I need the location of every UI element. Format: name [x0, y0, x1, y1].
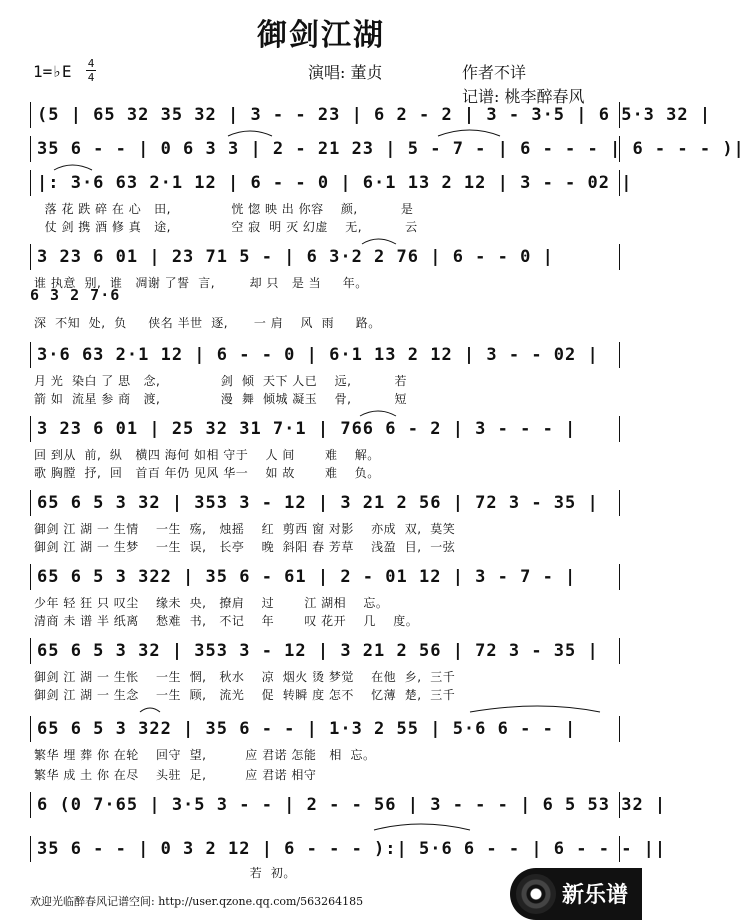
notation-line: 3 23 6 01 | 23 71 5 - | 6 3·2 2 76 | 6 - - 0 | — [37, 247, 554, 267]
notation-line: |: 3·6 63 2·1 12 | 6 - - 0 | 6·1 13 2 12 | 3 - - 02 | — [37, 173, 633, 193]
notation-line: 35 6 - - | 0 3 2 12 | 6 - - - ):| 5·6 6 - - | 6 - - - || — [37, 839, 667, 859]
score-line — [30, 170, 633, 196]
lyric-line: 御剑 江 湖 一 生情 一生 殇, 烛摇 红 剪西 窗 对影 亦成 双, 莫笑 — [34, 522, 456, 536]
time-signature — [86, 58, 96, 83]
lyric-line: 歌 胸膛 抒, 回 首百 年仍 见风 华一 如 故 难 负。 — [34, 466, 380, 480]
score-line — [30, 244, 620, 270]
time-signature-bottom: 4 — [87, 71, 95, 84]
lyric-line: 御剑 江 湖 一 生梦 一生 误, 长亭 晚 斜阳 春 芳草 浅盈 目, 一弦 — [34, 540, 456, 554]
lyric-line: 回 到从 前, 纵 横四 海何 如相 守于 人 间 难 解。 — [34, 448, 380, 462]
lyric-line: 清商 未 谱 半 纸离 愁难 书, 不记 年 叹 花开 几 度。 — [34, 614, 419, 628]
notation-line: (5 | 65 32 35 32 | 3 - - 23 | 6 2 - 2 | 3 - 3·5 | 6 5·3 32 | — [37, 105, 712, 125]
lyric-line: 少年 轻 狂 只 叹尘 缘未 央, 撩肩 过 江 湖相 忘。 — [34, 596, 389, 610]
notation-line: 35 6 - - | 0 6 3 3 | 2 - 21 23 | 5 - 7 - | 6 - - - | 6 - - - )| — [37, 139, 745, 159]
lyric-line: 月 光 染白 了 思 念, 剑 倾 天下 人已 远, 若 — [34, 374, 408, 388]
lyric-line: 深 不知 处, 负 侠名 半世 逐, 一 肩 风 雨 路。 — [34, 316, 381, 330]
logo-text: 新乐谱 — [562, 883, 629, 908]
score-line — [30, 490, 620, 516]
score-line — [30, 102, 712, 128]
volta-bracket — [374, 824, 470, 830]
lyric-line: 繁华 成 土 你 在尽 头驻 足, 应 君诺 相守 — [34, 768, 317, 782]
singer-credit: 演唱: 董贞 — [308, 63, 383, 82]
notation-line: 65 6 5 3 32 | 353 3 - 12 | 3 21 2 56 | 72 3 - 35 | — [37, 493, 599, 513]
lyric-line: 落 花 跌 碎 在 心 田, 恍 惚 映 出 你容 颜, 是 — [36, 202, 414, 216]
lyric-line: 繁华 埋 葬 你 在轮 回守 望, 应 君诺 怎能 相 忘。 — [34, 748, 376, 762]
score-line — [30, 716, 620, 742]
key-signature: 1=♭E — [33, 62, 72, 81]
lyric-line: 仗 剑 携 酒 修 真 途, 空 寂 明 灭 幻虚 无, 云 — [36, 220, 418, 234]
lyric-line: 御剑 江 湖 一 生怅 一生 惘, 秋水 凉 烟火 烫 梦觉 在他 乡, 三千 — [34, 670, 456, 684]
transcriber-credit: 记谱: 桃李醉春风 — [462, 87, 585, 106]
notation-line: 65 6 5 3 32 | 353 3 - 12 | 3 21 2 56 | 72 3 - 35 | — [37, 641, 599, 661]
lyric-line: 若 初。 — [34, 866, 296, 880]
notation-line: 3·6 63 2·1 12 | 6 - - 0 | 6·1 13 2 12 | 3 - - 02 | — [37, 345, 599, 365]
footer-credit: 欢迎光临醉春风记谱空间: http://user.qzone.qq.com/563264185 — [30, 895, 364, 908]
slur-mark — [470, 706, 600, 712]
slur-mark — [140, 708, 160, 712]
score-line — [30, 792, 667, 818]
notation-line: 65 6 5 3 322 | 35 6 - - | 1·3 2 55 | 5·6 6 - - | — [37, 719, 577, 739]
lyric-line: 箭 如 流星 参 商 渡, 漫 舞 倾城 凝玉 骨, 短 — [34, 392, 408, 406]
score-line — [30, 564, 620, 590]
song-title: 御剑江湖 — [257, 18, 385, 53]
notation-line: 6 (0 7·65 | 3·5 3 - - | 2 - - 56 | 3 - - - | 6 5 53 32 | — [37, 795, 667, 815]
site-logo — [510, 868, 642, 920]
score-line — [30, 638, 620, 664]
score-line — [30, 836, 667, 862]
score-line — [30, 342, 620, 368]
composer-credit: 作者不详 — [462, 63, 527, 82]
lyric-line: 谁 执意 别, 谁 凋谢 了誓 言, 却 只 是 当 年。 — [34, 276, 368, 290]
score-line — [30, 136, 745, 162]
score-line — [30, 416, 620, 442]
record-disc-icon — [516, 874, 556, 914]
alternate-notation-line: 6 3 2 7·6 — [30, 286, 121, 304]
time-signature-top: 4 — [87, 57, 95, 70]
lyric-line: 御剑 江 湖 一 生念 一生 顾, 流光 促 转瞬 度 怎不 忆薄 楚, 三千 — [34, 688, 456, 702]
notation-line: 3 23 6 01 | 25 32 31 7·1 | 766 6 - 2 | 3 - - - | — [37, 419, 577, 439]
notation-line: 65 6 5 3 322 | 35 6 - 61 | 2 - 01 12 | 3 - 7 - | — [37, 567, 577, 587]
